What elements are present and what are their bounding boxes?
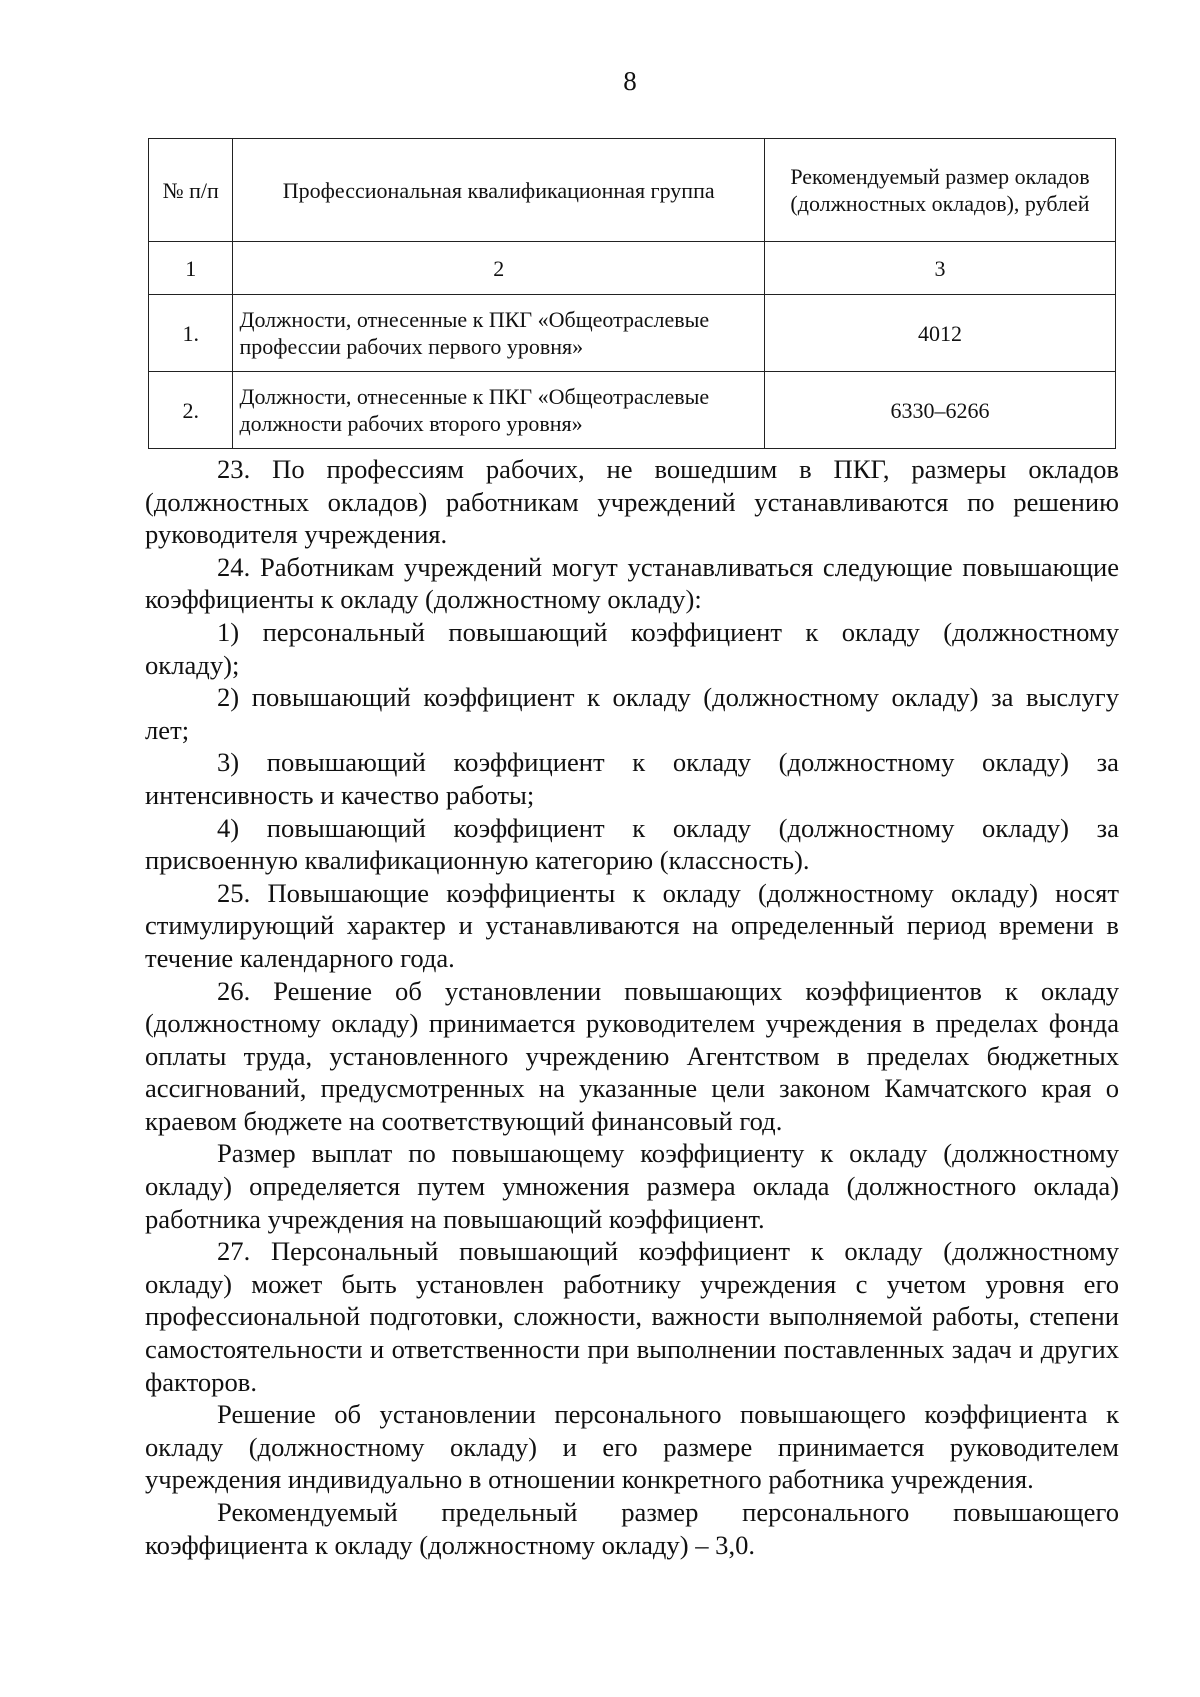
paragraph: 27. Персональный повышающий коэффициент к окладу (должностному окладу) может быть установлен работнику учреждения с учетом уровня его профессиональной подготовки, сложности, важности выполняемой работы, степени самостоятельности и ответственности при выполнении поставленных задач и других факторов.	[145, 1236, 1119, 1397]
list-item: 2) повышающий коэффициент к окладу (должностному окладу) за выслугу лет;	[145, 682, 1119, 745]
body-text	[145, 453, 1119, 1561]
row-group: Должности, отнесенные к ПКГ «Общеотраслевые должности рабочих второго уровня»	[233, 372, 764, 449]
column-number: 3	[764, 242, 1115, 295]
column-number: 2	[233, 242, 764, 295]
paragraph: 24. Работникам учреждений могут устанавливаться следующие повышающие коэффициенты к окладу (должностному окладу):	[145, 551, 1119, 615]
page-number: 8	[623, 66, 637, 96]
column-number: 1	[149, 242, 233, 295]
header-num: № п/п	[149, 139, 233, 242]
paragraph: 25. Повышающие коэффициенты к окладу (должностному окладу) носят стимулирующий характер и устанавливаются на определенный период времени в течение календарного года.	[145, 877, 1119, 973]
list-item: 3) повышающий коэффициент к окладу (должностному окладу) за интенсивность и качество работы;	[145, 747, 1119, 810]
column-number-row	[149, 242, 1116, 295]
paragraph: Решение об установлении персонального повышающего коэффициента к окладу (должностному окладу) и его размере принимается руководителем учреждения индивидуально в отношении конкретного работника учреждения.	[145, 1399, 1119, 1495]
header-salary: Рекомендуемый размер окладов (должностных окладов), рублей	[764, 139, 1115, 242]
row-num: 1.	[149, 295, 233, 372]
paragraph: Размер выплат по повышающему коэффициенту к окладу (должностному окладу) определяется путем умножения размера оклада (должностного оклада) работника учреждения на повышающий коэффициент.	[145, 1138, 1119, 1234]
row-num: 2.	[149, 372, 233, 449]
table-row	[149, 295, 1116, 372]
paragraph: 26. Решение об установлении повышающих коэффициентов к окладу (должностному окладу) принимается руководителем учреждения в пределах фонда оплаты труда, установленного учреждению Агентством в пределах бюджетных ассигнований, предусмотренных на указанные цели законом Камчатского края о краевом бюджете на соответствующий финансовый год.	[145, 975, 1119, 1136]
row-salary: 6330–6266	[764, 372, 1115, 449]
row-group: Должности, отнесенные к ПКГ «Общеотраслевые профессии рабочих первого уровня»	[233, 295, 764, 372]
list-item: 4) повышающий коэффициент к окладу (должностному окладу) за присвоенную квалификационную категорию (классность).	[145, 812, 1119, 876]
salary-table	[148, 138, 1116, 449]
table-header-row	[149, 139, 1116, 242]
paragraph: 23. По профессиям рабочих, не вошедшим в ПКГ, размеры окладов (должностных окладов) работникам учреждений устанавливаются по решению руководителя учреждения.	[145, 454, 1119, 550]
table-row	[149, 372, 1116, 449]
header-group: Профессиональная квалификационная группа	[233, 139, 764, 242]
row-salary: 4012	[764, 295, 1115, 372]
list-item: 1) персональный повышающий коэффициент к окладу (должностному окладу);	[145, 616, 1119, 680]
paragraph: Рекомендуемый предельный размер персонального повышающего коэффициента к окладу (должностному окладу) – 3,0.	[145, 1497, 1119, 1560]
